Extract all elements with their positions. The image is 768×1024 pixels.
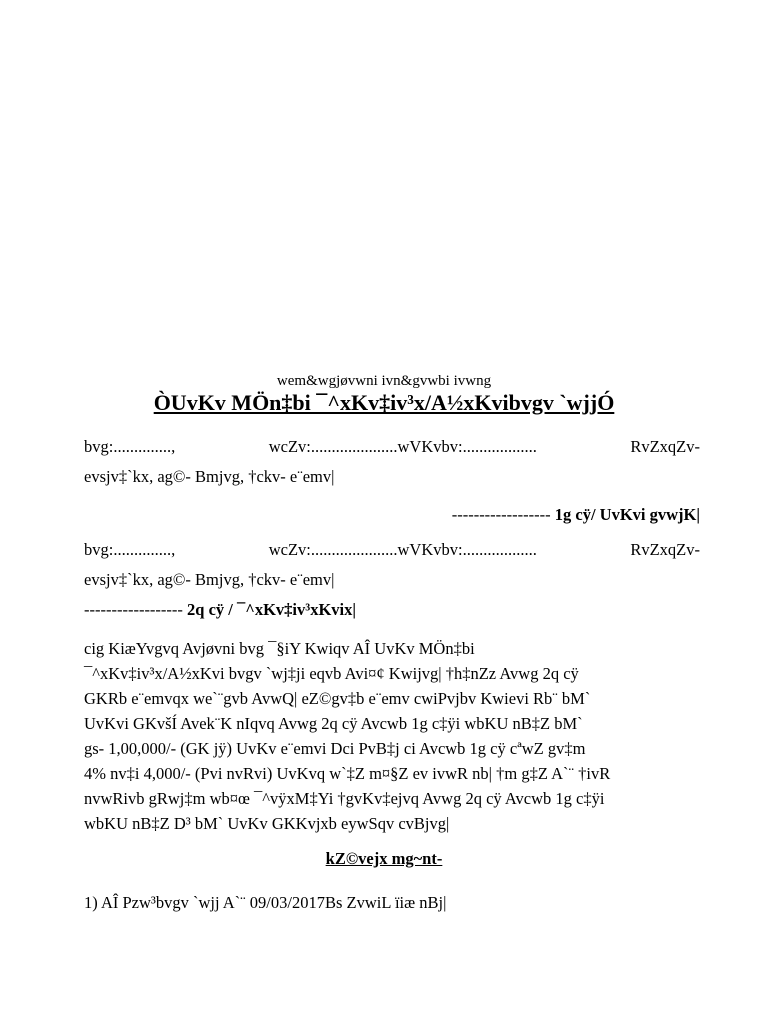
party-1-line-2: evsjv‡`kx, ag©- Bmjvg, †ckv- e¨emv| [84, 467, 335, 486]
party-2-role: 2q cÿ / ¯^xKv‡iv³xKvix| [187, 600, 356, 619]
body-line: cig KiæYvgvq Avjøvni bvg ¯§iY Kwiqv AÎ UvKv MÖn‡bi [84, 639, 475, 658]
body-line: 4% nv‡i 4,000/- (Pvi nvRvi) UvKvq w`‡Z m¤§Z ev ivwR nb| †m g‡Z A`¨ †ivR [84, 764, 611, 783]
body-line: ¯^xKv‡iv³x/A½xKvi bvgv `wj‡ji eqvb Avi¤¢ Kwijvg| †h‡nZz Avwg 2q cÿ [84, 664, 579, 683]
party-1-role-line [84, 500, 700, 530]
party-2-role-dashes: ------------------ [84, 600, 183, 619]
party-2-line-2: evsjv‡`kx, ag©- Bmjvg, †ckv- e¨emv| [84, 570, 335, 589]
party-2-name: bvg:.............., [84, 540, 176, 559]
party-1-father-address: wcZv:.....................wVKvbv:.................. [268, 437, 537, 456]
body-line: GKRb e¨emvqx we`¨gvb AvwQ| eZ©gv‡b e¨emv cwiPvjbv Kwievi Rb¨ bM` [84, 689, 591, 708]
party-2-role-line [84, 595, 700, 625]
party-1-line-1 [84, 432, 700, 462]
party-1-role-dashes: ------------------ [451, 505, 551, 524]
document-title: ÒUvKv MÖn‡bi ¯^xKv‡iv³x/A½xKvibvgv `wjjÓ [153, 390, 615, 415]
party-2-line-1 [84, 535, 700, 565]
party-1-name: bvg:.............., [84, 437, 176, 456]
party-1-nationality: RvZxqZv- [630, 437, 700, 456]
body-line: nvwRivb gRwj‡m wb¤œ ¯^vÿxM‡Yi †gvKv‡ejvq Avwg 2q cÿ Avcwb 1g c‡ÿi [84, 789, 605, 808]
body-line: wbKU nB‡Z D³ bM` UvKv GKKvjxb eywSqv cvBjvg| [84, 814, 450, 833]
condition-point-1: 1) AÎ Pzw³bvgv `wjj A`¨ 09/03/2017Bs ZvwiL ïiæ nBj| [84, 893, 447, 912]
party-2-father-address: wcZv:.....................wVKvbv:.................. [268, 540, 537, 559]
party-2-block [84, 535, 700, 625]
party-2-nationality: RvZxqZv- [630, 540, 700, 559]
conditions-heading: kZ©vejx mg~nt- [325, 849, 443, 868]
party-1-role: 1g cÿ/ UvKvi gvwjK| [554, 505, 700, 524]
document-intro: wem&wgjøvwni ivn&gvwbi ivwng [276, 373, 492, 389]
body-line: gs- 1,00,000/- (GK jÿ) UvKv e¨emvi Dci PvB‡j ci Avcwb 1g cÿ cªwZ gv‡m [84, 739, 586, 758]
party-1-block [84, 432, 700, 530]
body-paragraph [84, 636, 700, 836]
body-line: UvKvi GKvšÍ Avek¨K nIqvq Avwg 2q cÿ Avcwb 1g c‡ÿi wbKU nB‡Z bM` [84, 714, 583, 733]
